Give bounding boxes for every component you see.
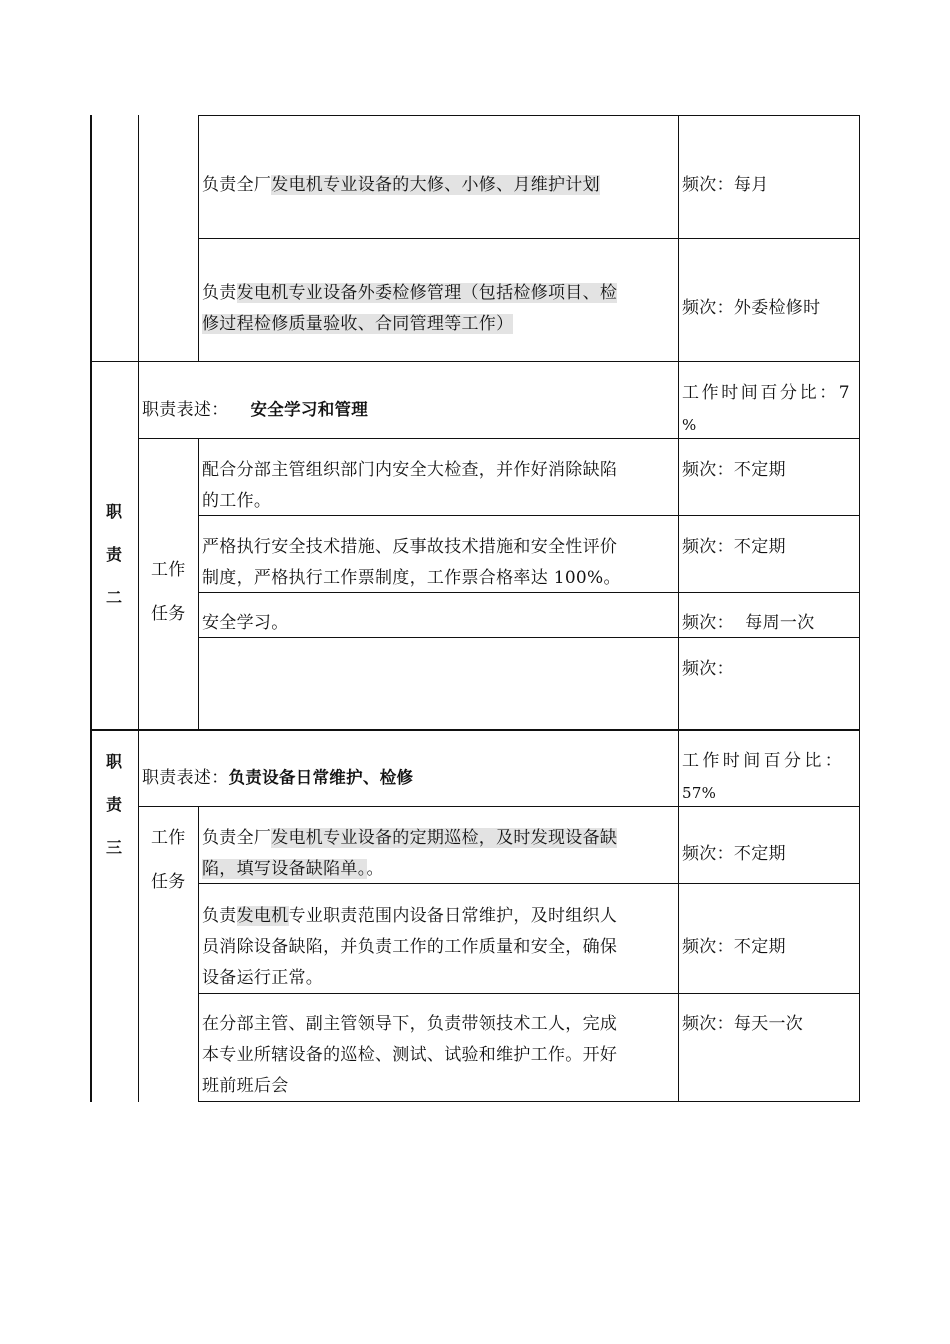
table-divider [138,115,139,1102]
task-cell [202,823,617,854]
task-text: 负责 [202,283,237,303]
task-cell-line3: 设备运行正常。 [202,968,324,988]
task-cell: 安全学习。 [202,613,289,633]
time-percent-line2: 57% [682,784,717,802]
task-text-highlight: 发电机专业设备的定期巡检，及时发现设备缺 [271,828,618,848]
duty-description-text: 负责设备日常维护、检修 [228,768,414,787]
table-divider [198,807,199,1102]
task-label: 工作 [151,828,186,848]
task-text-highlight: 发电机专业设备外委检修管理（包括检修项目、检 [236,283,618,303]
frequency-cell: 频次：不定期 [682,937,786,957]
table-divider [138,438,860,439]
table-divider [198,115,860,116]
duty-description [142,762,413,794]
task-cell-line3: 班前班后会 [202,1076,289,1096]
time-percent: 工作时间百分比： [682,751,846,771]
table-divider [90,729,860,731]
task-text: 负责全厂 [202,175,272,195]
task-cell: 配合分部主管组织部门内安全大检查，并作好消除缺陷 [202,460,618,480]
table-divider [198,238,860,239]
task-cell-line2 [202,309,513,340]
task-text: 。 [366,859,384,879]
duty-label: 职 责 二 [105,502,122,607]
task-label: 任务 [151,604,186,624]
task-text-highlight: 陷，填写设备缺陷单。 [202,859,367,879]
duty-description [142,394,368,426]
table-divider [198,439,199,730]
frequency-cell: 频次：不定期 [682,460,786,480]
table-divider [198,515,860,516]
table-divider [678,115,679,1102]
task-label: 工作 [151,560,186,580]
frequency-cell: 频次：每月 [682,175,769,195]
task-cell-line2: 的工作。 [202,491,272,511]
time-percent-line2: % [682,416,697,434]
task-cell-line2: 本专业所辖设备的巡检、测试、试验和维护工作。开好 [202,1045,618,1065]
duty-description-label: 职责表述： [142,400,229,420]
table-divider [138,806,860,807]
task-text-highlight: 发电机专业设备的大修、小修、月维护计划 [271,175,600,195]
task-cell [202,278,617,309]
task-text: 负责 [202,906,237,926]
table-divider [198,1101,860,1102]
task-text-highlight: 发电机 [236,906,289,926]
task-cell-line2 [202,854,384,885]
task-cell-line2: 员消除设备缺陷，并负责工作的工作质量和安全，确保 [202,937,618,957]
task-text-highlight: 修过程检修质量验收、合同管理等工作） [202,314,514,334]
duty-description-text: 安全学习和管理 [250,400,369,419]
table-divider [90,361,860,362]
task-cell [202,170,600,201]
time-percent: 工作时间百分比：7 [682,383,853,403]
task-cell-line2: 制度，严格执行工作票制度，工作票合格率达 100%。 [202,568,621,588]
frequency-cell: 频次： [682,659,734,679]
frequency-cell: 频次：每天一次 [682,1014,804,1034]
frequency-cell: 频次：不定期 [682,537,786,557]
task-text: 专业职责范围内设备日常维护，及时组织人 [288,906,618,926]
table-border-left [90,115,92,1102]
table-border-right [859,115,860,1102]
duty-label: 职 责 三 [105,752,122,857]
frequency-cell: 频次： 每周一次 [682,613,815,633]
duty-description-label: 职责表述： [142,768,229,788]
frequency-cell: 频次：外委检修时 [682,298,821,318]
task-cell [202,901,617,932]
task-cell: 在分部主管、副主管领导下，负责带领技术工人，完成 [202,1014,618,1034]
task-cell: 严格执行安全技术措施、反事故技术措施和安全性评价 [202,537,618,557]
task-label: 任务 [151,872,186,892]
task-text: 负责全厂 [202,828,272,848]
frequency-cell: 频次：不定期 [682,844,786,864]
